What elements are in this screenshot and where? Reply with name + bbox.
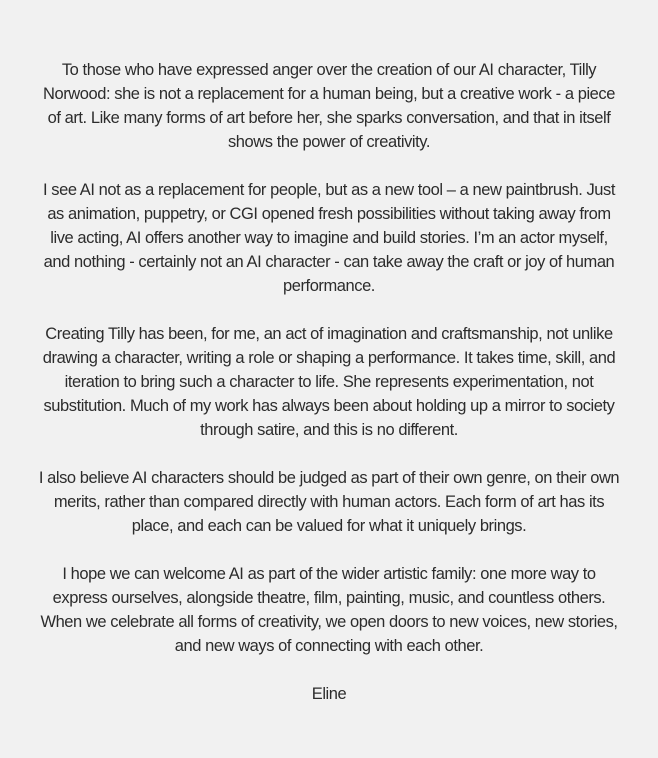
statement-signature: Eline — [311, 684, 347, 703]
statement-paragraph-4: I also believe AI characters should be judged as part of their own genre, on their own merits, rather than compared directly with human actors. Each form of art has its place, and each can be valued for what it uniquely brings. — [38, 468, 620, 535]
statement-paragraph-1: To those who have expressed anger over the creation of our AI character, Tilly Norwood: she is not a replacement for a human being, but a creative work - a piece of art. Like many forms of art before her, she sparks conversation, and that in itself shows the power of creativity. — [43, 60, 615, 151]
statement-body — [38, 0, 620, 706]
statement-paragraph-5: I hope we can welcome AI as part of the wider artistic family: one more way to express ourselves, alongside theatre, film, painting, music, and countless others. When we celebrate all forms of creativity, we open doors to new voices, new stories, and new ways of connecting with each other. — [40, 564, 618, 655]
statement-paragraph-3: Creating Tilly has been, for me, an act of imagination and craftsmanship, not unlike drawing a character, writing a role or shaping a performance. It takes time, skill, and iteration to bring such a character to life. She represents experimentation, not substitution. Much of my work has always been about holding up a mirror to society through satire, and this is no different. — [42, 324, 616, 439]
statement-paragraph-2: I see AI not as a replacement for people, but as a new tool – a new paintbrush. Just as animation, puppetry, or CGI opened fresh possibilities without taking away from live acting, AI offers another way to imagine and build stories. I’m an actor myself, and nothing - certainly not an AI character - can take away the craft or joy of human performance. — [42, 180, 615, 295]
